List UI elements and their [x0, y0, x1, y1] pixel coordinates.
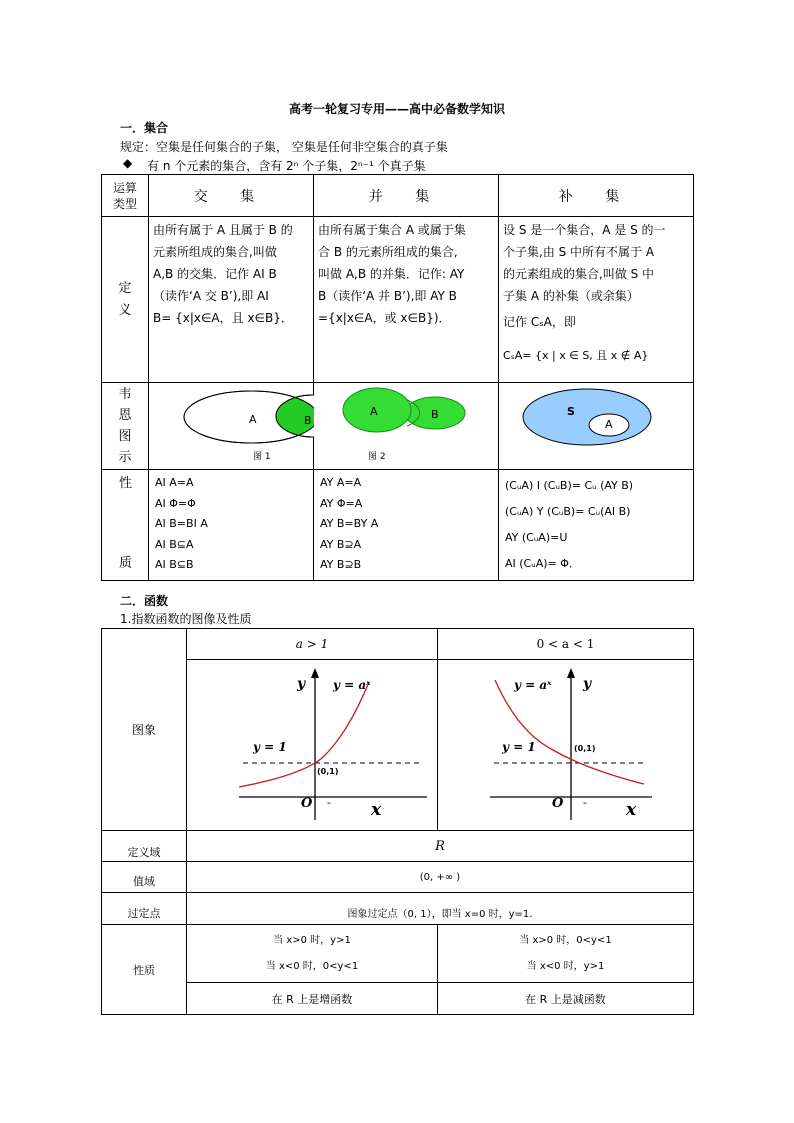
- prop-comp-line: AY (CᵤA)=U: [505, 531, 568, 544]
- y-axis-arrow-icon: [311, 668, 319, 678]
- prop-comp-line: (CᵤA) I (CᵤB)= Cᵤ (AY B): [505, 479, 634, 492]
- def-union-line: ={x|x∈A，或 x∈B})．: [318, 311, 451, 325]
- graph2-x-label: x: [626, 800, 637, 820]
- graph2-y1-label: y = 1: [502, 740, 536, 754]
- venn-intersection: [149, 383, 314, 470]
- corner-cell: [102, 175, 149, 217]
- def-inter-line: 由所有属于 A 且属于 B 的: [153, 223, 293, 237]
- row-label-properties-fn: 性质: [102, 925, 187, 1015]
- prop-inter-line: AI B⊆A: [155, 537, 194, 551]
- graph1-y-label: y: [297, 676, 306, 692]
- venn-label-b: B: [304, 414, 312, 427]
- graph-decreasing-svg: [438, 660, 694, 830]
- header-a-gt-1: a > 1: [187, 629, 438, 660]
- def-union-line: B（读作‘A 并 B’),即 AY B: [318, 289, 457, 303]
- exponential-table: [101, 628, 694, 1015]
- prop-union-line: AY B=BY A: [320, 517, 379, 530]
- prop-decreasing: [438, 925, 694, 983]
- prop-inter-line: AI Φ=Φ: [155, 496, 196, 510]
- prop-union-line: AY B⊇B: [320, 558, 362, 571]
- range-value: (0, +∞ ): [187, 862, 694, 893]
- monotonic-decreasing: 在 R 上是减函数: [438, 983, 694, 1015]
- prop-union-line: AY B⊇A: [320, 537, 362, 551]
- increasing-curve: [239, 682, 369, 787]
- venn-union-svg: [314, 383, 499, 469]
- header-0-lt-a-lt-1: 0 < a < 1: [438, 629, 694, 660]
- properties-complement: [499, 470, 694, 581]
- graph2-equation: y = aˣ: [514, 678, 552, 692]
- graph2-origin-label: O: [552, 796, 564, 811]
- prop-increasing: [187, 925, 438, 983]
- definition-union: [314, 217, 499, 383]
- venn-label-a: A: [249, 413, 257, 426]
- page-title: 高考一轮复习专用——高中必备数学知识: [288, 102, 505, 116]
- row-label-range: 值域: [102, 862, 187, 893]
- definition-intersection: [149, 217, 314, 383]
- def-union-line: 叫做 A,B 的并集．记作: AY: [318, 267, 465, 281]
- header-complement: 补 集: [499, 175, 694, 217]
- def-comp-line: 设 S 是一个集合，A 是 S 的一: [503, 223, 666, 237]
- sets-table: [101, 174, 694, 581]
- graph1-y1-label: y = 1: [253, 740, 287, 754]
- venn-union: [314, 383, 499, 470]
- venn-complement-svg: [499, 383, 694, 469]
- graph-decreasing: [438, 660, 694, 831]
- row-label-fixed-point: 过定点: [102, 893, 187, 925]
- prop-inter-line: AI B=BI A: [155, 517, 208, 530]
- def-comp-formula: CₛA= {x | x ∈ S, 且 x ∉ A}: [503, 349, 649, 362]
- venn-label-s: S: [567, 405, 575, 418]
- prop-union-line: AY A=A: [320, 476, 362, 489]
- def-inter-line: （读作‘A 交 B’),即 AI: [153, 289, 269, 303]
- figure-1-caption: 图 1: [253, 452, 271, 462]
- def-union-line: 合 B 的元素所组成的集合,: [318, 245, 458, 259]
- graph-increasing: [187, 660, 438, 831]
- graph2-point-label: (0,1): [574, 744, 596, 753]
- def-union-line: 由所有属于集合 A 或属于集: [318, 223, 466, 237]
- fixed-point-value: 图象过定点（0, 1），即当 x=0 时，y=1.: [187, 893, 694, 925]
- venn-union-label-b: B: [431, 408, 439, 421]
- graph2-dash: -: [583, 796, 587, 809]
- empty-set-rule: 规定：空集是任何集合的子集， 空集是任何非空集合的真子集: [120, 140, 448, 154]
- venn-union-label-a: A: [370, 405, 378, 418]
- prop-inter-line: AI A=A: [155, 476, 194, 489]
- row-label-domain: 定义域: [102, 831, 187, 862]
- def-comp-line: 子集 A 的补集（或余集）: [503, 289, 639, 303]
- row-label-definition: [102, 217, 149, 383]
- subsection-exponential: 1.指数函数的图像及性质: [120, 612, 252, 626]
- prop-comp-line: AI (CᵤA)= Φ．: [505, 557, 580, 570]
- section-heading-functions: 二．函数: [120, 594, 169, 608]
- domain-value: R: [187, 831, 694, 862]
- venn-complement: [499, 383, 694, 470]
- venn-label-inner-a: A: [605, 418, 613, 431]
- section-heading-sets: 一．集合: [120, 121, 169, 135]
- y-axis-arrow-icon: [567, 668, 575, 678]
- properties-intersection: [149, 470, 314, 581]
- definition-complement: [499, 217, 694, 383]
- prop-inter-line: AI B⊆B: [155, 558, 194, 571]
- def-inter-line: 元素所组成的集合,叫做: [153, 245, 277, 259]
- graph1-dash: -: [327, 796, 331, 809]
- def-comp-line: 个子集,由 S 中所有不属于 A: [503, 245, 655, 259]
- def-comp-note: 记作 CₛA，即: [503, 315, 576, 329]
- prop-label-2: 质: [119, 556, 133, 571]
- prop-a-line-1: 当 x>0 时，y>1: [273, 934, 351, 946]
- figure-2-caption: 图 2: [368, 452, 386, 462]
- corner-line-2: 类型: [112, 196, 137, 211]
- prop-a-line-2: 当 x<0 时，0<y<1: [265, 960, 359, 972]
- graph1-equation: y = aˣ: [333, 678, 371, 692]
- venn-label: 韦恩图示: [118, 387, 132, 465]
- prop-b-line-2: 当 x<0 时，y>1: [526, 960, 605, 972]
- graph1-x-label: x: [371, 800, 382, 820]
- monotonic-increasing: 在 R 上是增函数: [187, 983, 438, 1015]
- prop-b-line-1: 当 x>0 时，0<y<1: [519, 934, 612, 946]
- universal-set-s: [523, 389, 651, 445]
- venn-intersection-svg: [149, 383, 314, 469]
- def-inter-line: B= {x|x∈A，且 x∈B}．: [153, 311, 293, 325]
- graph1-point-label: (0,1): [317, 767, 339, 776]
- header-intersection: 交 集: [149, 175, 314, 217]
- decreasing-curve: [495, 680, 644, 784]
- definition-label: 定义: [118, 280, 132, 318]
- row-label-graph: 图象: [102, 629, 187, 831]
- graph-increasing-svg: [187, 660, 438, 830]
- corner-line-1: 运算: [112, 180, 137, 195]
- prop-label-1: 性: [119, 476, 133, 491]
- def-inter-line: A,B 的交集．记作 AI B: [153, 267, 277, 281]
- prop-comp-line: (CᵤA) Y (CᵤB)= Cᵤ(AI B): [505, 505, 631, 518]
- properties-union: [314, 470, 499, 581]
- subset-count-note: 有 n 个元素的集合，含有 2ⁿ 个子集，2ⁿ⁻¹ 个真子集: [147, 159, 426, 173]
- row-label-properties: [102, 470, 149, 581]
- row-label-venn: [102, 383, 149, 470]
- prop-union-line: AY Φ=A: [320, 496, 363, 510]
- def-comp-line: 的元素组成的集合,叫做 S 中: [503, 267, 655, 281]
- graph1-origin-label: O: [301, 796, 313, 811]
- graph2-y-label: y: [583, 676, 592, 692]
- bullet-icon: ◆: [123, 156, 133, 170]
- header-union: 并 集: [314, 175, 499, 217]
